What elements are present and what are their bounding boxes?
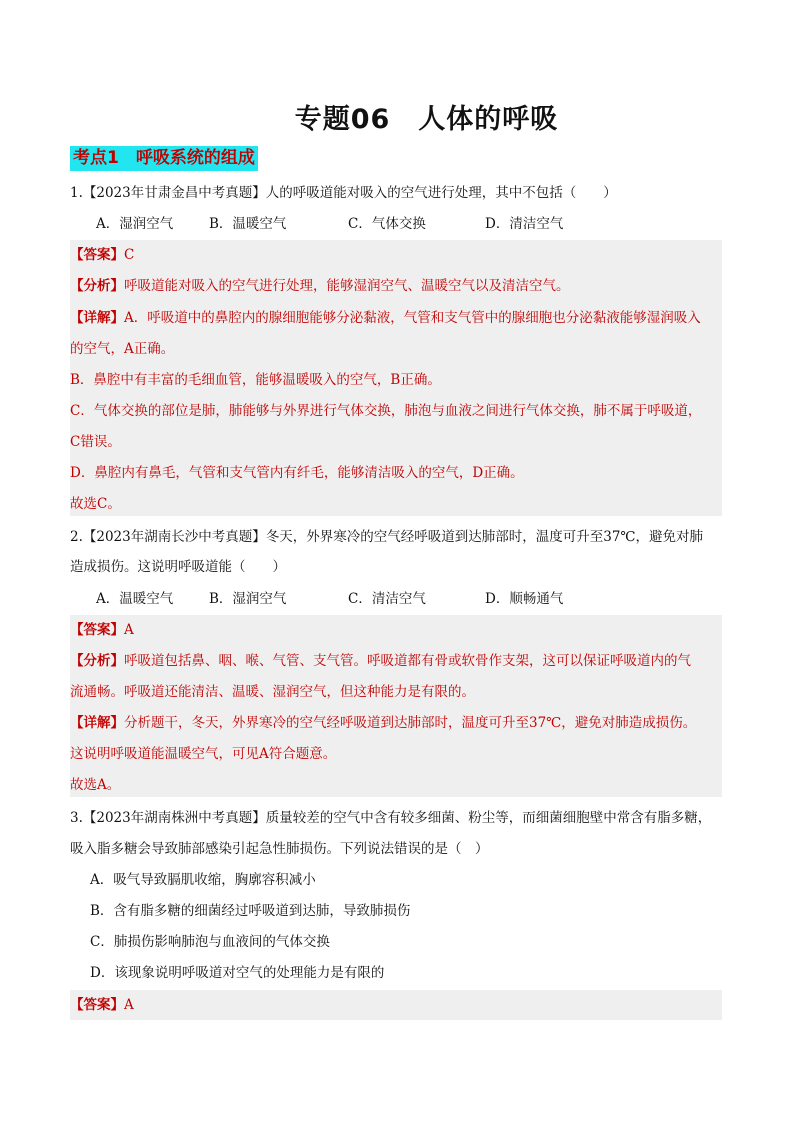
q3-option-a: A．吸气导致膈肌收缩，胸廓容积减小 [90, 872, 316, 888]
question-3-stem-line-1: 3.【2023年湖南株洲中考真题】质量较差的空气中含有较多细菌、粉尘等，而细菌细胞壁中常含有脂多糖， [70, 810, 712, 826]
q2-option-a: A．温暖空气 [96, 591, 174, 607]
question-3-stem-line-2: 吸入脂多糖会导致肺部感染引起急性肺损伤。下列说法错误的是（ ） [70, 841, 489, 857]
question-2-options [70, 589, 722, 609]
q3-answer: 【答案】A [70, 997, 134, 1013]
q1-option-d: D．清洁空气 [485, 216, 564, 232]
q1-detail-line-2: 的空气，A正确。 [70, 341, 175, 357]
q1-detail-line-4: C．气体交换的部位是肺，肺能够与外界进行气体交换，肺泡与血液之间进行气体交换，肺不属于呼吸道， [70, 403, 702, 419]
question-3-solution [70, 990, 722, 1020]
q2-detail-line-1: 【详解】分析题干，冬天，外界寒冷的空气经呼吸道到达肺部时，温度可升至37℃，避免对肺造成损伤。 [70, 715, 697, 731]
q1-analysis: 【分析】呼吸道能对吸入的空气进行处理，能够湿润空气、温暖空气以及清洁空气。 [70, 278, 570, 294]
q1-conclusion: 故选C。 [70, 496, 121, 512]
q1-option-a: A．湿润空气 [96, 216, 174, 232]
page-title: 专题06 人体的呼吸 [294, 104, 559, 135]
q3-option-d: D．该现象说明呼吸道对空气的处理能力是有限的 [90, 965, 385, 981]
q1-detail-line-3: B．鼻腔中有丰富的毛细血管，能够温暖吸入的空气，B正确。 [70, 372, 441, 388]
q2-analysis-line-2: 流通畅。呼吸道还能清洁、温暖、湿润空气，但这种能力是有限的。 [70, 684, 475, 700]
q1-detail-line-5: C错误。 [70, 434, 121, 450]
q2-option-d: D．顺畅通气 [485, 591, 564, 607]
q2-analysis-line-1: 【分析】呼吸道包括鼻、咽、喉、气管、支气管。呼吸道都有骨或软骨作支架，这可以保证呼吸道内的气 [70, 653, 691, 669]
q2-option-c: C．清洁空气 [348, 591, 426, 607]
section-heading: 考点1 呼吸系统的组成 [70, 146, 258, 171]
question-1-stem: 1.【2023年甘肃金昌中考真题】人的呼吸道能对吸入的空气进行处理，其中不包括（ ） [70, 185, 617, 201]
q2-detail-line-2: 这说明呼吸道能温暖空气，可见A符合题意。 [70, 746, 337, 762]
q2-option-b: B．湿润空气 [209, 591, 287, 607]
q3-option-c: C．肺损伤影响肺泡与血液间的气体交换 [90, 934, 330, 950]
question-1-options [70, 214, 722, 234]
question-1-solution [70, 240, 722, 516]
question-2-stem-line-2: 造成损伤。这说明呼吸道能（ ） [70, 559, 286, 575]
q3-option-b: B．含有脂多糖的细菌经过呼吸道到达肺，导致肺损伤 [90, 903, 411, 919]
q1-detail-line-6: D．鼻腔内有鼻毛，气管和支气管内有纤毛，能够清洁吸入的空气，D正确。 [70, 465, 524, 481]
q1-answer: 【答案】C [70, 247, 135, 263]
question-2-stem-line-1: 2.【2023年湖南长沙中考真题】冬天，外界寒冷的空气经呼吸道到达肺部时，温度可升至37℃，避免对肺 [70, 529, 704, 545]
q1-option-c: C．气体交换 [348, 216, 426, 232]
question-2-solution [70, 615, 722, 797]
q1-detail-line-1: 【详解】A．呼吸道中的鼻腔内的腺细胞能够分泌黏液，气管和支气管中的腺细胞也分泌黏液能够湿润吸入 [70, 310, 701, 326]
q1-option-b: B．温暖空气 [209, 216, 287, 232]
q2-answer: 【答案】A [70, 622, 134, 638]
q2-conclusion: 故选A。 [70, 777, 121, 793]
